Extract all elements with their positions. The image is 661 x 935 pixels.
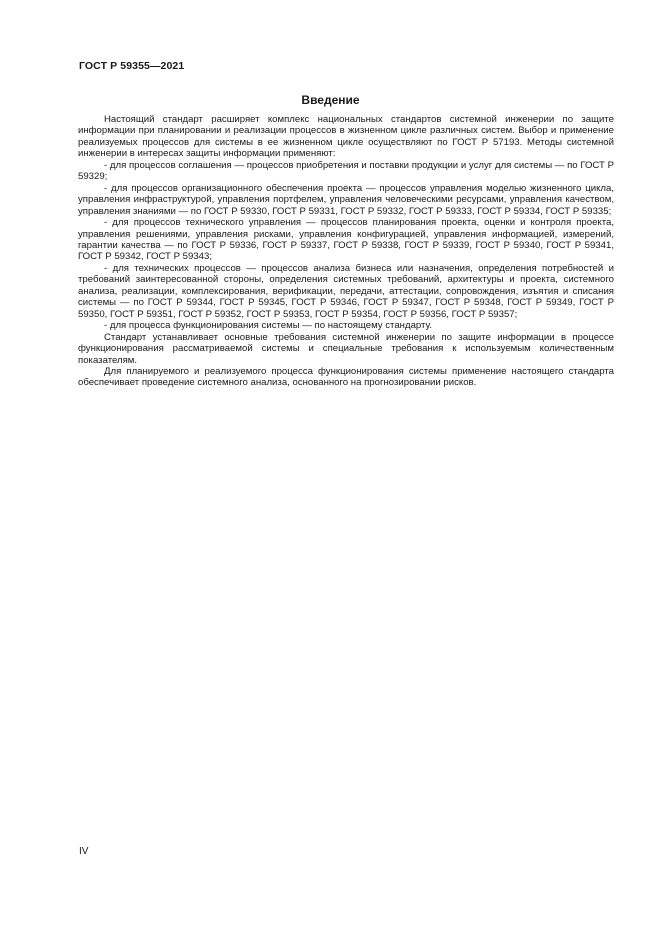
paragraph: Для планируемого и реализуемого процесса функционирования системы применение настоящего стандарта обеспечивает проведение системного анализа, основанного на прогнозировании рисков. (78, 365, 614, 389)
paragraph: - для технических процессов — процессов анализа бизнеса или назначения, определения потребностей и требований заинтересованной стороны, определения системных требований, архитектуры и проекта, системного анализа, реализации, комплексирования, верификации, передачи, аттестации, сопровождения, изъятия и списания системы — по ГОСТ Р 59344, ГОСТ Р 59345, ГОСТ Р 59346, ГОСТ Р 59347, ГОСТ Р 59348, ГОСТ Р 59349, ГОСТ Р 59350, ГОСТ Р 59351, ГОСТ Р 59352, ГОСТ Р 59353, ГОСТ Р 59354, ГОСТ Р 59356, ГОСТ Р 59357; (78, 262, 614, 320)
paragraph: - для процесса функционирования системы — по настоящему стандарту. (104, 320, 433, 332)
section-title: Введение (301, 93, 360, 107)
paragraph: - для процессов технического управления — процессов планирования проекта, оценки и контроля проекта, управления решениями, управления рисками, управления конфигурацией, управления информацией, измерений, гарантии качества — по ГОСТ Р 59336, ГОСТ Р 59337, ГОСТ Р 59338, ГОСТ Р 59339, ГОСТ Р 59340, ГОСТ Р 59341, ГОСТ Р 59342, ГОСТ Р 59343; (78, 217, 614, 263)
document-standard-id: ГОСТ Р 59355—2021 (79, 60, 185, 72)
paragraph: Настоящий стандарт расширяет комплекс национальных стандартов системной инженерии по защите информации при планировании и реализации процессов в жизненном цикле различных систем. Выбор и применение реализуемых процессов для системы в ее жизненном цикле осуществляют по ГОСТ Р 57193. Методы системной инженерии в интересах защиты информации применяют: (78, 114, 614, 160)
paragraph: - для процессов соглашения — процессов приобретения и поставки продукции и услуг для системы — по ГОСТ Р 59329; (78, 159, 614, 183)
paragraph: Стандарт устанавливает основные требования системной инженерии по защите информации в процессе функционирования рассматриваемой системы и специальные требования к используемым количественным показателям. (78, 331, 614, 366)
introduction-body (78, 114, 614, 389)
paragraph: - для процессов организационного обеспечения проекта — процессов управления моделью жизненного цикла, управления инфраструктурой, управления портфелем, управления человеческими ресурсами, управления качеством, управления знаниями — по ГОСТ Р 59330, ГОСТ Р 59331, ГОСТ Р 59332, ГОСТ Р 59333, ГОСТ Р 59334, ГОСТ Р 59335; (78, 182, 614, 217)
page-number: IV (79, 846, 89, 857)
